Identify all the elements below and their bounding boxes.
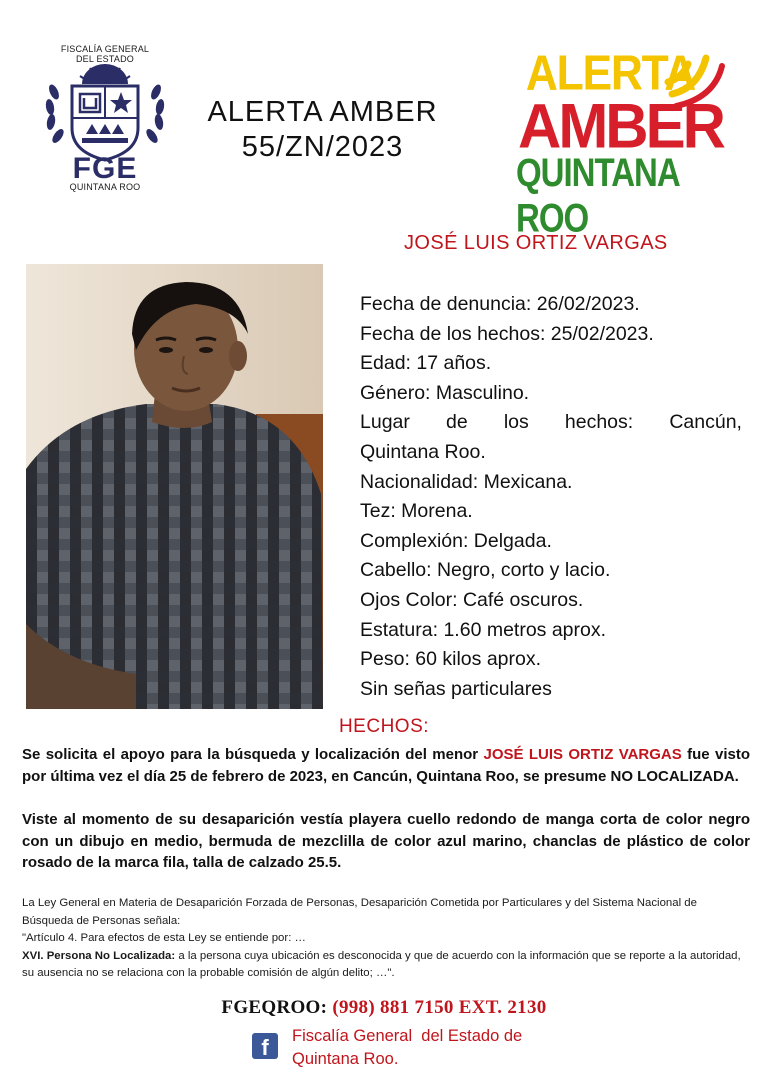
missing-person-name: JOSÉ LUIS ORTIZ VARGAS bbox=[404, 232, 668, 254]
hechos-paragraph-2: Viste al momento de su desaparición vestía playera cuello redondo de manga corta de color negro con un dibujo en medio, bermuda de mezclilla de color azul marino, chanclas de plástico de color rosado de la marca fila, talla de calzado 25.5. bbox=[22, 811, 750, 871]
detail-ojos: Ojos Color: Café oscuros. bbox=[360, 588, 584, 611]
legal-notice-line: "Artículo 4. Para efectos de esta Ley se entiende por: … bbox=[22, 932, 306, 945]
facebook-page-name bbox=[292, 1025, 522, 1071]
detail-fecha-denuncia: Fecha de denuncia: 26/02/2023. bbox=[360, 293, 640, 315]
detail-nacionalidad: Nacionalidad: Mexicana. bbox=[360, 470, 573, 493]
detail-genero: Género: Masculino. bbox=[360, 381, 530, 404]
contact-phone-number: (998) 881 7150 EXT. 2130 bbox=[327, 997, 547, 1018]
detail-fecha-hechos: Fecha de los hechos: 25/02/2023. bbox=[360, 322, 654, 345]
hechos-heading: HECHOS: bbox=[338, 716, 430, 737]
missing-person-photo bbox=[26, 264, 323, 709]
facebook-page-line: Fiscalía General del Estado de bbox=[292, 1027, 523, 1045]
fge-abbr: FGE bbox=[72, 152, 138, 185]
detail-estatura: Estatura: 1.60 metros aprox. bbox=[360, 618, 607, 641]
detail-lugar-word: Lugar bbox=[360, 411, 410, 434]
detail-peso: Peso: 60 kilos aprox. bbox=[360, 648, 542, 671]
detail-complexion: Complexión: Delgada. bbox=[360, 529, 552, 552]
alerta-amber-logo bbox=[512, 46, 738, 240]
fge-logo bbox=[40, 44, 170, 196]
legal-notice bbox=[22, 895, 750, 983]
alert-title bbox=[190, 95, 455, 165]
hechos-paragraph-1 bbox=[22, 744, 750, 787]
person-details bbox=[360, 290, 742, 704]
facebook-page-line: Quintana Roo. bbox=[292, 1050, 399, 1068]
detail-tez: Tez: Morena. bbox=[360, 500, 473, 523]
legal-notice-term: XVI. Persona No Localizada: bbox=[22, 949, 176, 962]
facebook-icon: f bbox=[252, 1033, 278, 1059]
detail-lugar-word: los bbox=[503, 411, 529, 434]
amber-logo-word-alerta: ALERTA bbox=[526, 46, 696, 101]
detail-lugar-word: de bbox=[446, 411, 468, 434]
legal-notice-line: La Ley General en Materia de Desaparición Forzada de Personas, Desaparición Cometida por Particulares y del Sistema Nacional de Búsqueda de Personas señala: bbox=[22, 897, 697, 927]
amber-logo-word-quintana-roo: QUINTANA ROO bbox=[516, 150, 679, 240]
hechos-p1-text: fue visto por última vez el día 25 de febrero de 2023, en Cancún, Quintana Roo, se presume NO LOCALIZADA. bbox=[22, 746, 750, 785]
contact-label: FGEQROO: bbox=[221, 997, 328, 1018]
detail-lugar-word: hechos: bbox=[564, 411, 634, 434]
contact-phone bbox=[0, 997, 768, 1019]
hechos-p1-text: Se solicita el apoyo para la búsqueda y localización del menor bbox=[22, 746, 484, 763]
fge-shield-emblem bbox=[42, 62, 168, 162]
detail-senas: Sin señas particulares bbox=[360, 677, 552, 700]
alert-case-number: 55/ZN/2023 bbox=[241, 131, 404, 163]
amber-logo-word-amber: AMBER bbox=[518, 91, 723, 162]
fge-logo-bottom-text: QUINTANA ROO bbox=[69, 182, 141, 192]
fge-logo-top-text: FISCALÍA GENERAL DEL ESTADO bbox=[60, 44, 150, 64]
detail-lugar-line2: Quintana Roo. bbox=[360, 440, 486, 463]
alert-title-line1: ALERTA AMBER bbox=[207, 96, 438, 128]
hechos-p1-name: JOSÉ LUIS ORTIZ VARGAS bbox=[483, 746, 682, 763]
detail-lugar-line1 bbox=[360, 408, 742, 438]
legal-notice-definition: a la persona cuya ubicación es desconocida y que de acuerdo con la información que se reporte a la autoridad, su ausencia no se relaciona con la probable comisión de algún delito; …". bbox=[22, 949, 741, 980]
detail-lugar-word: Cancún, bbox=[669, 411, 742, 434]
legal-notice-line bbox=[22, 948, 750, 983]
detail-cabello: Cabello: Negro, corto y lacio. bbox=[360, 559, 611, 582]
broadcast-waves-icon bbox=[662, 48, 726, 108]
detail-edad: Edad: 17 años. bbox=[360, 352, 492, 375]
